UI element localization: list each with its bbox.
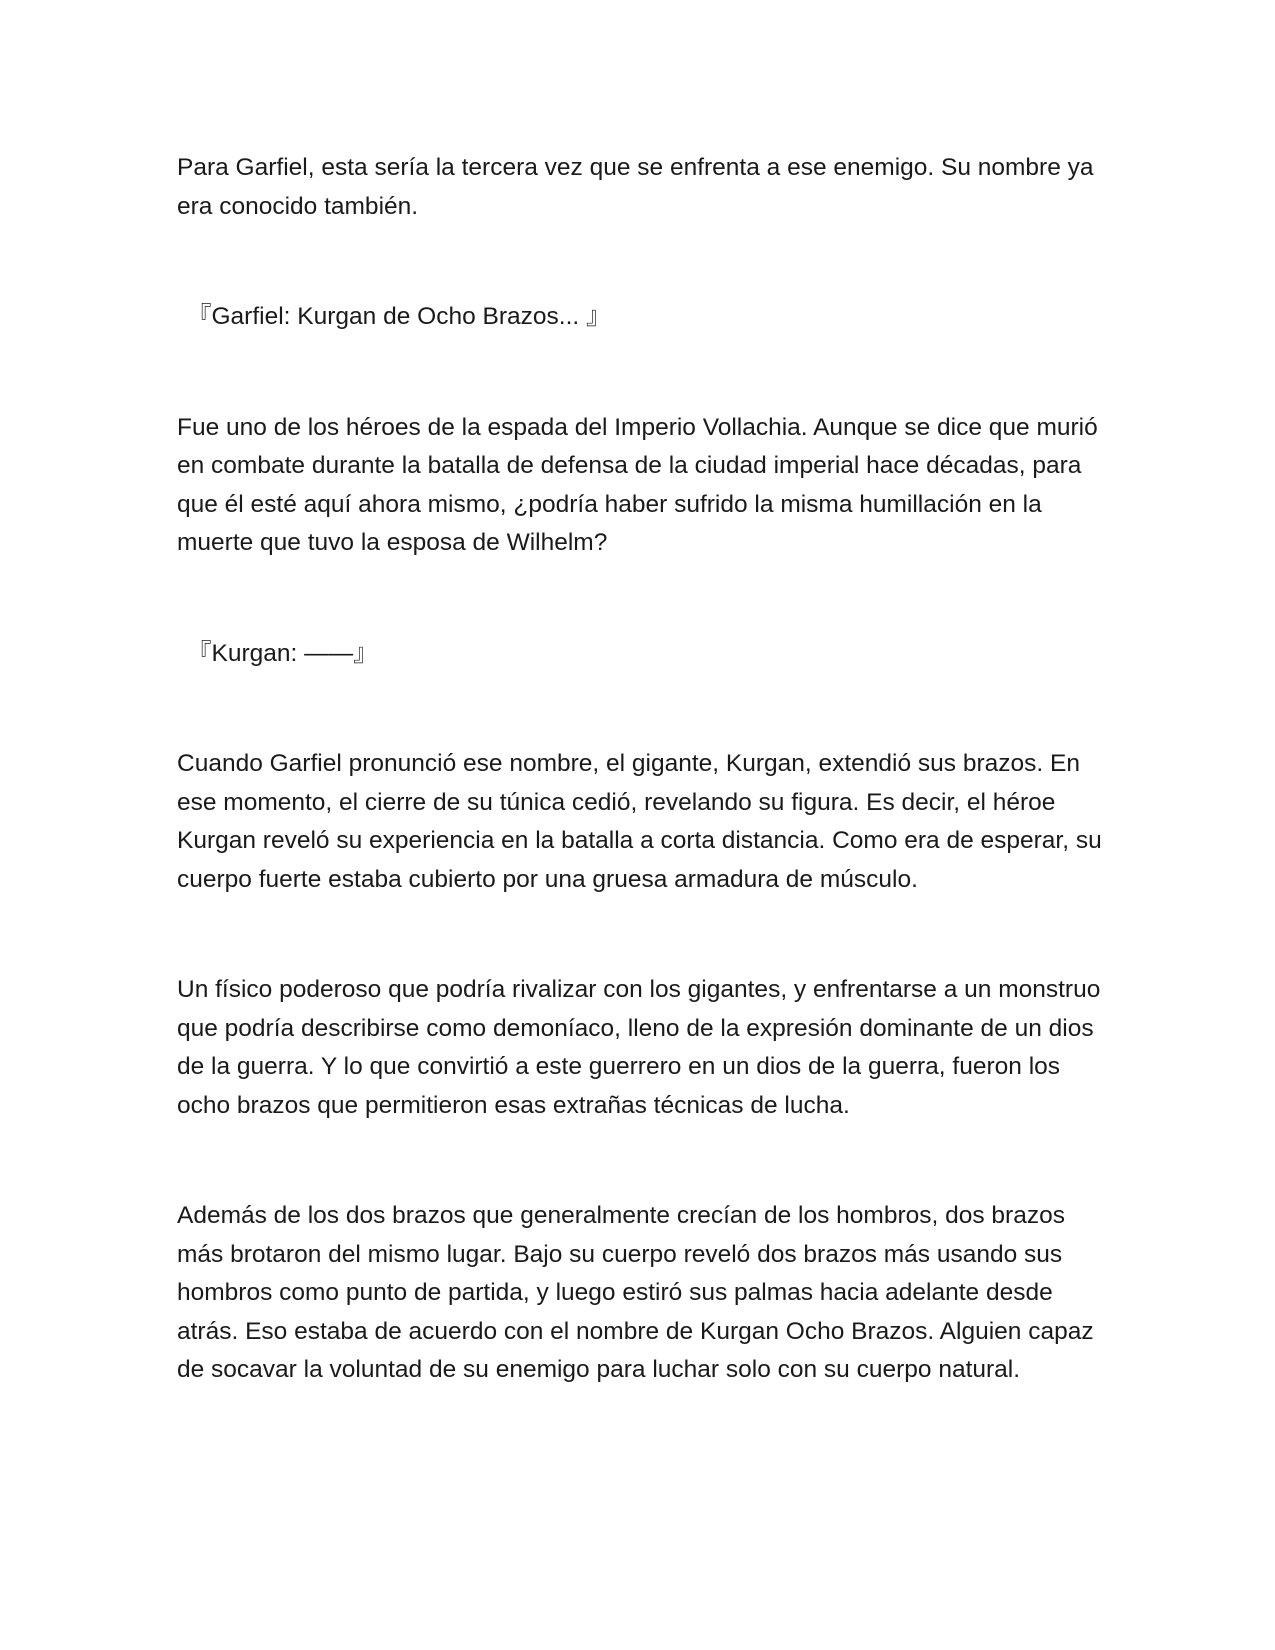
paragraph-spacer: [177, 673, 1117, 745]
paragraph-spacer: [177, 1125, 1117, 1197]
paragraph-spacer: [177, 899, 1117, 971]
dialogue-garfiel: 『Garfiel: Kurgan de Ocho Brazos... 』: [187, 303, 611, 330]
paragraph-4: Un físico poderoso que podría rivalizar con los gigantes, y enfrentarse a un monstruo que podría describirse como demoníaco, lleno de la expresión dominante de un dios de la guerra. Y lo que convirtió a este guerrero en un dios de la guerra, fueron los ocho brazos que permitieron esas extrañas técnicas de lucha.: [177, 976, 1101, 1119]
paragraph-5: Además de los dos brazos que generalmente crecían de los hombros, dos brazos más brotaron del mismo lugar. Bajo su cuerpo reveló dos brazos más usando sus hombros como punto de partida, y luego estiró sus palmas hacia adelante desde atrás. Eso estaba de acuerdo con el nombre de Kurgan Ocho Brazos. Alguien capaz de socavar la voluntad de su enemigo para luchar solo con su cuerpo natural.: [177, 1202, 1094, 1383]
document-page: [177, 149, 1117, 1390]
paragraph-3: Cuando Garfiel pronunció ese nombre, el gigante, Kurgan, extendió sus brazos. En ese momento, el cierre de su túnica cedió, revelando su figura. Es decir, el héroe Kurgan reveló su experiencia en la batalla a corta distancia. Como era de esperar, su cuerpo fuerte estaba cubierto por una gruesa armadura de músculo.: [177, 750, 1102, 893]
paragraph-2: Fue uno de los héroes de la espada del Imperio Vollachia. Aunque se dice que murió en combate durante la batalla de defensa de la ciudad imperial hace décadas, para que él esté aquí ahora mismo, ¿podría haber sufrido la misma humillación en la muerte que tuvo la esposa de Wilhelm?: [177, 413, 1098, 556]
paragraph-spacer: [177, 337, 1117, 409]
paragraph-1: Para Garfiel, esta sería la tercera vez que se enfrenta a ese enemigo. Su nombre ya era conocido también.: [177, 154, 1094, 220]
paragraph-spacer: [177, 563, 1117, 635]
dialogue-kurgan: 『Kurgan: ——』: [187, 639, 378, 667]
paragraph-spacer: [177, 226, 1117, 298]
